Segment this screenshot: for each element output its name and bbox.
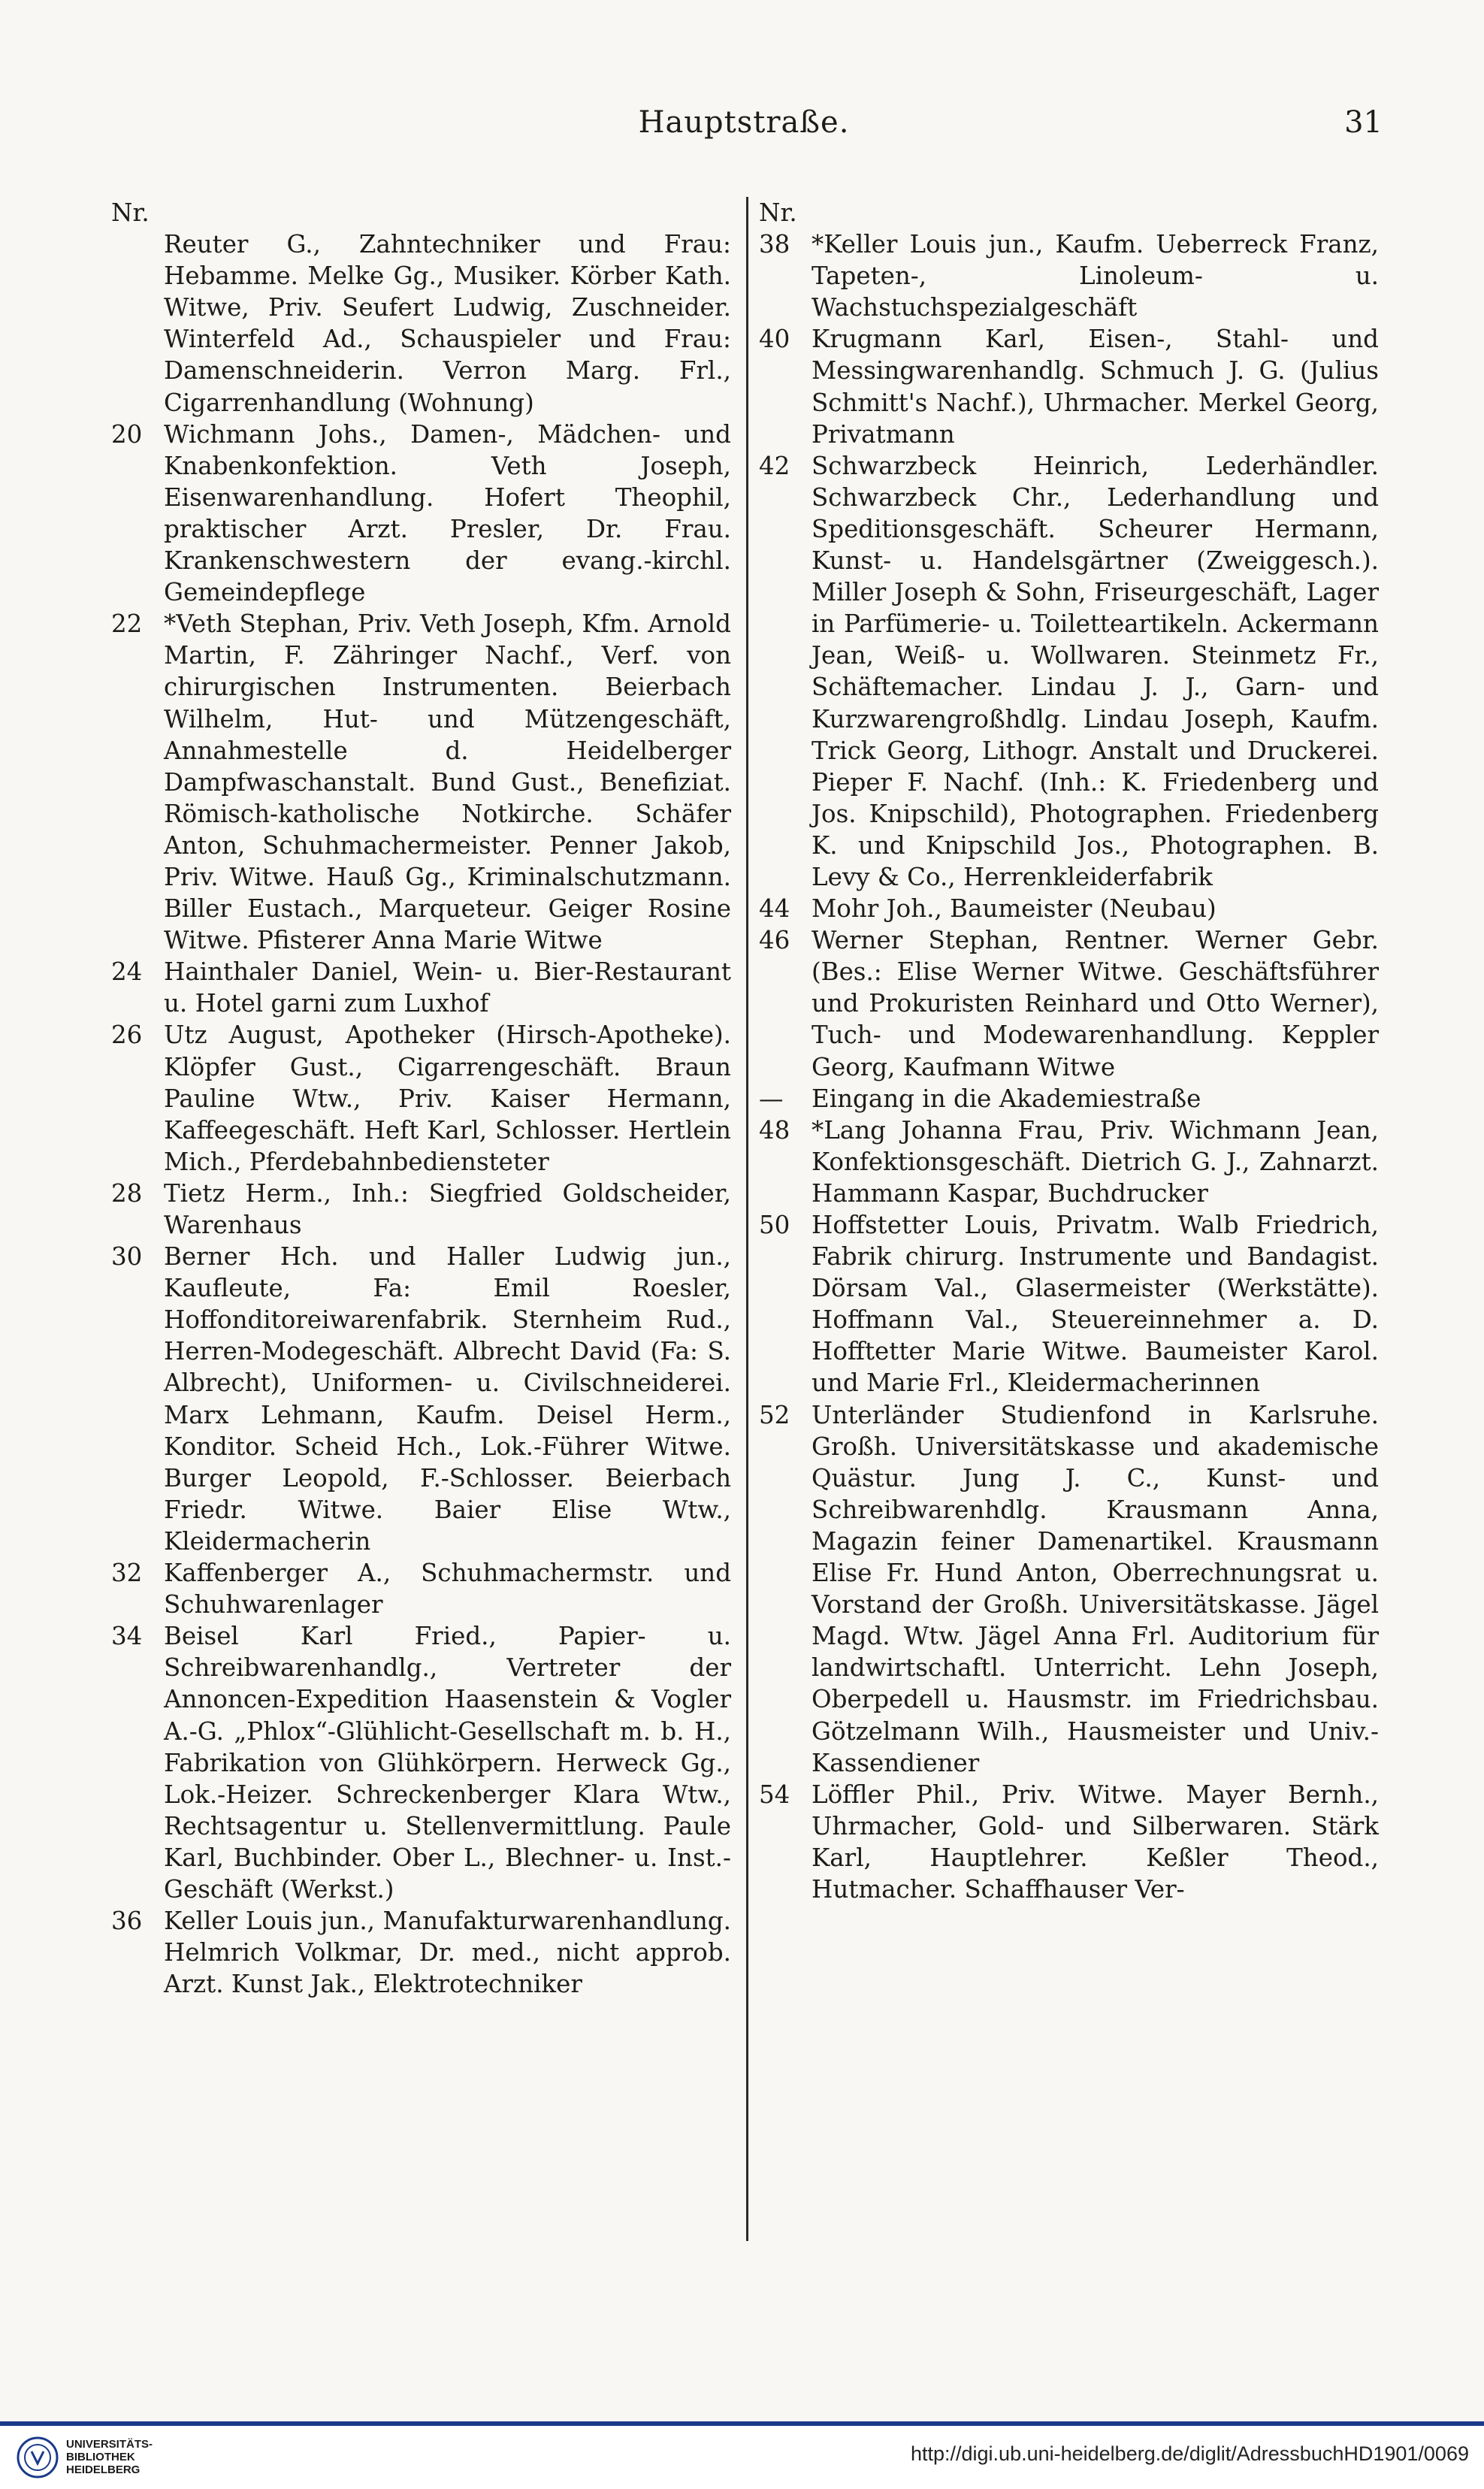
address-entry bbox=[111, 1905, 731, 2000]
house-number: 38 bbox=[759, 230, 790, 259]
house-number: 54 bbox=[759, 1780, 790, 1809]
entry-text: Tietz Herm., Inh.: Siegfried Goldscheider, Warenhaus bbox=[164, 1178, 731, 1239]
address-entry bbox=[759, 228, 1379, 323]
page-title: Hauptstraße. bbox=[638, 105, 850, 140]
address-entry bbox=[759, 323, 1379, 449]
left-column bbox=[111, 197, 731, 2000]
house-number: 30 bbox=[111, 1242, 143, 1272]
address-entry bbox=[111, 419, 731, 609]
column-divider bbox=[746, 197, 748, 2241]
entry-text: *Keller Louis jun., Kaufm. Ueberreck Franz, Tapeten-, Linoleum- u. Wachstuchspezialgeschäft bbox=[812, 230, 1379, 322]
address-entry bbox=[111, 1620, 731, 1905]
entry-text: Hoffstetter Louis, Privatm. Walb Friedrich, Fabrik chirurg. Instrumente und Bandagist. Dörsam Val., Glasermeister (Werkstätte). Hoffmann Val., Steuereinnehmer a. D. Hofftetter Marie Witwe. Baumeister Karol. und Marie Frl., Kleidermacherinnen bbox=[812, 1211, 1379, 1398]
entry-text: Werner Stephan, Rentner. Werner Gebr. (Bes.: Elise Werner Witwe. Geschäftsführer und Prokuristen Reinhard und Otto Werner), Tuch- und Modewarenhandlung. Keppler Georg, Kaufmann Witwe bbox=[812, 926, 1379, 1081]
library-name-line1: UNIVERSITÄTS- bbox=[66, 2438, 153, 2451]
entry-text: Unterländer Studienfond in Karlsruhe. Großh. Universitätskasse und akademische Quästur. Jung J. C., Kunst- und Schreibwarenhdlg. Krausmann Anna, Magazin feiner Damenartikel. Krausmann Elise Fr. Hund Anton, Oberrechnungsrat u. Vorstand der Großh. Universitätskasse. Jägel Magd. Wtw. Jägel Anna Frl. Auditorium für landwirtschaftl. Unterricht. Lehn Joseph, Oberpedell u. Hausmstr. im Friedrichsbau. Götzelmann Wilh., Hausmeister und Univ.-Kassendiener bbox=[812, 1400, 1379, 1777]
address-entry bbox=[759, 1779, 1379, 1905]
entry-text: Beisel Karl Fried., Papier- u. Schreibwarenhandlg., Vertreter der Annoncen-Expedition Haasenstein & Vogler A.-G. „Phlox“-Glühlicht-Gesellschaft m. b. H., Fabrikation von Glühkörpern. Herweck Gg., Lok.-Heizer. Schreckenberger Klara Wtw., Rechtsagentur u. Stellenvermittlung. Paule Karl, Buchbinder. Ober L., Blechner- u. Inst.-Geschäft (Werkst.) bbox=[164, 1622, 731, 1904]
nr-label-left: Nr. bbox=[111, 198, 150, 227]
address-entry bbox=[759, 450, 1379, 893]
house-number: 52 bbox=[759, 1400, 790, 1429]
address-entry bbox=[759, 893, 1379, 924]
entry-text: Kaffenberger A., Schuhmachermstr. und Schuhwarenlager bbox=[164, 1559, 731, 1620]
entry-text: *Lang Johanna Frau, Priv. Wichmann Jean, Konfektionsgeschäft. Dietrich G. J., Zahnarzt. Hammann Kaspar, Buchdrucker bbox=[812, 1115, 1379, 1208]
page-number: 31 bbox=[1344, 105, 1383, 140]
entry-text: Wichmann Johs., Damen-, Mädchen- und Knabenkonfektion. Veth Joseph, Eisenwarenhandlung. Hofert Theophil, praktischer Arzt. Presler, Dr. Frau. Krankenschwestern der evang.-kirchl. Gemeindepflege bbox=[164, 419, 731, 607]
address-entry bbox=[759, 1399, 1379, 1779]
right-entry-list bbox=[759, 228, 1379, 1905]
house-number: — bbox=[759, 1084, 784, 1113]
entry-text: Schwarzbeck Heinrich, Lederhändler. Schwarzbeck Chr., Lederhandlung und Speditionsgeschäft. Scheurer Hermann, Kunst- u. Handelsgärtner (Zweiggesch.). Miller Joseph & Sohn, Friseurgeschäft, Lager in Parfümerie- u. Toiletteartikeln. Ackermann Jean, Weiß- u. Wollwaren. Steinmetz Fr., Schäftemacher. Lindau J. J., Garn- und Kurzwarengroßhdlg. Lindau Joseph, Kaufm. Trick Georg, Lithogr. Anstalt und Druckerei. Pieper F. Nachf. (Inh.: K. Friedenberg und Jos. Knipschild), Photographen. Friedenberg K. und Knipschild Jos., Photographen. B. Levy & Co., Herrenkleiderfabrik bbox=[812, 451, 1379, 891]
address-entry bbox=[759, 924, 1379, 1082]
house-number: 34 bbox=[111, 1622, 143, 1651]
footer bbox=[0, 2426, 1484, 2489]
house-number: 36 bbox=[111, 1907, 143, 1936]
house-number: 44 bbox=[759, 894, 790, 924]
house-number: 46 bbox=[759, 926, 790, 955]
source-url[interactable]: http://digi.ub.uni-heidelberg.de/diglit/AdressbuchHD1901/0069 bbox=[910, 2442, 1469, 2465]
address-entry bbox=[111, 1019, 731, 1177]
house-number: 22 bbox=[111, 609, 143, 639]
running-head bbox=[105, 105, 1383, 150]
right-column bbox=[759, 197, 1379, 1905]
house-number: 28 bbox=[111, 1178, 143, 1208]
address-entry bbox=[111, 228, 731, 419]
house-number: 50 bbox=[759, 1211, 790, 1239]
nr-label-right: Nr. bbox=[759, 198, 797, 227]
entry-text: Krugmann Karl, Eisen-, Stahl- und Messingwarenhandlg. Schmuch J. G. (Julius Schmitt's Nachf.), Uhrmacher. Merkel Georg, Privatmann bbox=[812, 325, 1379, 449]
entry-text: Hainthaler Daniel, Wein- u. Bier-Restaurant u. Hotel garni zum Luxhof bbox=[164, 957, 731, 1018]
library-seal-icon bbox=[17, 2436, 59, 2478]
entry-text: Mohr Joh., Baumeister (Neubau) bbox=[812, 894, 1217, 924]
house-number: 26 bbox=[111, 1021, 143, 1050]
address-entry bbox=[111, 608, 731, 956]
address-entry bbox=[111, 1241, 731, 1557]
address-entry bbox=[111, 956, 731, 1019]
address-entry bbox=[111, 1178, 731, 1241]
house-number: 32 bbox=[111, 1559, 143, 1588]
entry-text: Reuter G., Zahntechniker und Frau: Hebamme. Melke Gg., Musiker. Körber Kath. Witwe, Priv. Seufert Ludwig, Zuschneider. Winterfeld Ad., Schauspieler und Frau: Damenschneiderin. Verron Marg. Frl., Cigarrenhandlung (Wohnung) bbox=[164, 230, 731, 417]
address-entry bbox=[759, 1083, 1379, 1114]
entry-text: Utz August, Apotheker (Hirsch-Apotheke). Klöpfer Gust., Cigarrengeschäft. Braun Pauline Wtw., Priv. Kaiser Hermann, Kaffeegeschäft. Heft Karl, Schlosser. Hertlein Mich., Pferdebahnbediensteter bbox=[164, 1021, 731, 1176]
entry-text: Keller Louis jun., Manufakturwarenhandlung. Helmrich Volkmar, Dr. med., nicht approb. Arzt. Kunst Jak., Elektrotechniker bbox=[164, 1907, 731, 1999]
house-number: 40 bbox=[759, 325, 790, 354]
left-entry-list bbox=[111, 228, 731, 2000]
house-number: 42 bbox=[759, 451, 790, 480]
house-number: 24 bbox=[111, 957, 143, 987]
entry-text: Berner Hch. und Haller Ludwig jun., Kaufleute, Fa: Emil Roesler, Hoffonditoreiwarenfabrik. Sternheim Rud., Herren-Modegeschäft. Albrecht David (Fa: S. Albrecht), Uniformen- u. Civilschneiderei. Marx Lehmann, Kaufm. Deisel Herm., Konditor. Scheid Hch., Lok.-Führer Witwe. Burger Leopold, F.-Schlosser. Beierbach Friedr. Witwe. Baier Elise Wtw., Kleidermacherin bbox=[164, 1242, 731, 1556]
house-number: 20 bbox=[111, 419, 143, 449]
address-entry bbox=[759, 1209, 1379, 1399]
address-entry bbox=[759, 1114, 1379, 1209]
entry-text: Löffler Phil., Priv. Witwe. Mayer Bernh., Uhrmacher, Gold- und Silberwaren. Stärk Karl, Hauptlehrer. Keßler Theod., Hutmacher. Schaffhauser Ver- bbox=[812, 1780, 1379, 1904]
library-name-line2: BIBLIOTHEK bbox=[66, 2451, 135, 2463]
library-logo-text bbox=[66, 2438, 153, 2476]
library-name-line3: HEIDELBERG bbox=[66, 2463, 141, 2476]
address-entry bbox=[111, 1557, 731, 1620]
entry-text: Eingang in die Akademiestraße bbox=[812, 1084, 1201, 1113]
house-number: 48 bbox=[759, 1115, 790, 1145]
entry-text: *Veth Stephan, Priv. Veth Joseph, Kfm. Arnold Martin, F. Zähringer Nachf., Verf. von chirurgischen Instrumenten. Beierbach Wilhelm, Hut- und Mützengeschäft, Annahmestelle d. Heidelberger Dampfwaschanstalt. Bund Gust., Benefiziat. Römisch-katholische Notkirche. Schäfer Anton, Schuhmachermeister. Penner Jakob, Priv. Witwe. Hauß Gg., Kriminalschutzmann. Biller Eustach., Marqueteur. Geiger Rosine Witwe. Pfisterer Anna Marie Witwe bbox=[164, 609, 731, 955]
